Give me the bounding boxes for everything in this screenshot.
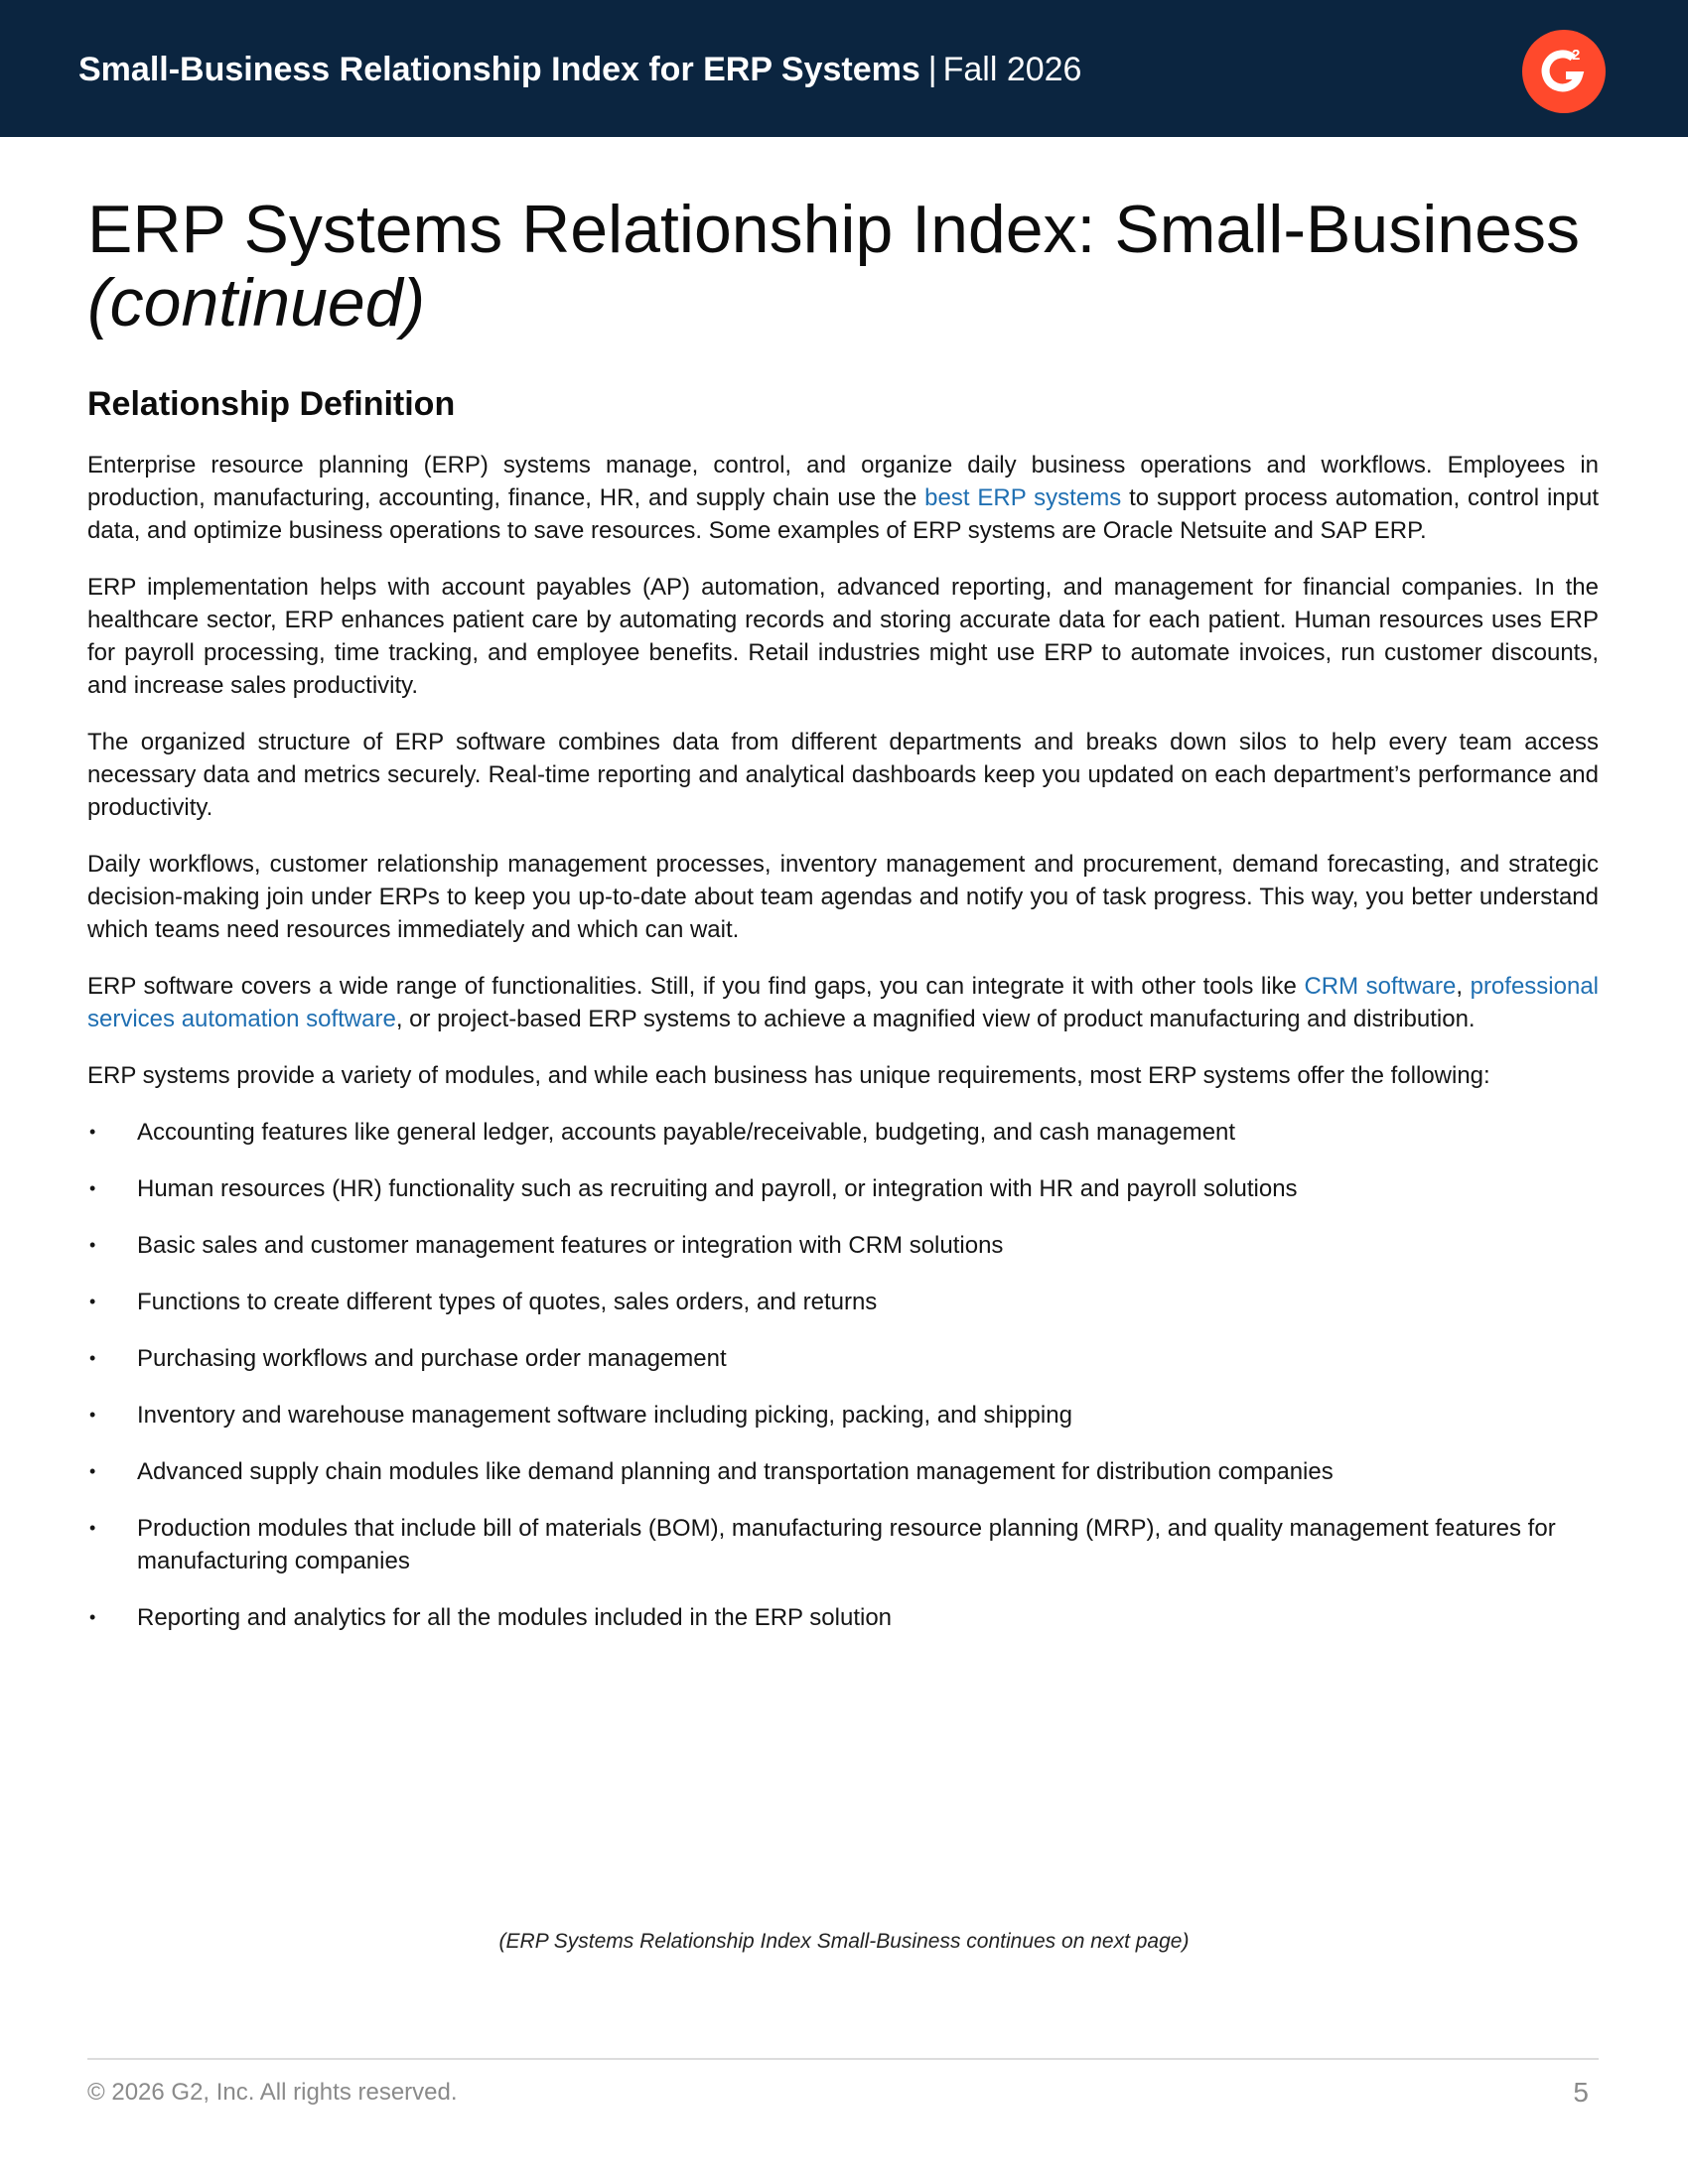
list-item bbox=[87, 1512, 1599, 1577]
page-title-continued: (continued) bbox=[87, 265, 426, 341]
bullet-icon: • bbox=[89, 1178, 96, 1198]
section-heading: Relationship Definition bbox=[87, 385, 456, 423]
continues-note: (ERP Systems Relationship Index Small-Business continues on next page) bbox=[498, 1930, 1190, 1953]
paragraph-modules-intro: ERP systems provide a variety of modules, and while each business has unique requirements, most ERP systems offer the following: bbox=[87, 1062, 1490, 1089]
footer-copyright: © 2026 G2, Inc. All rights reserved. bbox=[87, 2079, 458, 2106]
paragraph-integrations bbox=[87, 970, 1599, 1035]
list-item bbox=[87, 1399, 1599, 1432]
modules-list bbox=[87, 1116, 1599, 1634]
header-separator: | bbox=[927, 51, 937, 88]
report-header bbox=[0, 0, 1688, 137]
bullet-icon: • bbox=[89, 1292, 96, 1311]
bullet-icon: • bbox=[89, 1235, 96, 1255]
best-erp-systems-link[interactable]: best ERP systems bbox=[924, 484, 1122, 511]
bullet-icon: • bbox=[89, 1405, 96, 1425]
paragraph-text: ERP software covers a wide range of functionalities. Still, if you find gaps, you can integrate it with other tools like bbox=[87, 973, 1305, 1000]
psa-software-link[interactable]: professional services automation software bbox=[87, 973, 1600, 1032]
list-item bbox=[87, 1286, 1599, 1318]
bullet-icon: • bbox=[89, 1348, 96, 1368]
footer-divider bbox=[87, 2058, 1599, 2060]
list-item-text: Accounting features like general ledger, accounts payable/receivable, budgeting, and cash management bbox=[137, 1119, 1236, 1146]
bullet-icon: • bbox=[89, 1607, 96, 1627]
page-title bbox=[87, 193, 1617, 340]
paragraph-text: , or project-based ERP systems to achieve a magnified view of product manufacturing and distribution. bbox=[395, 1006, 1476, 1032]
bullet-icon: • bbox=[89, 1122, 96, 1142]
paragraph-text: Enterprise resource planning (ERP) systems manage, control, and organize daily business operations and workflows. Employees in production, manufacturing, accounting, finance, HR, and supply chain use the bbox=[87, 452, 1599, 511]
bullet-icon: • bbox=[89, 1461, 96, 1481]
bullet-icon: • bbox=[89, 1518, 96, 1538]
list-item-text: Basic sales and customer management features or integration with CRM solutions bbox=[137, 1232, 1004, 1259]
paragraph-implementation: ERP implementation helps with account payables (AP) automation, advanced reporting, and management for financial companies. In the healthcare sector, ERP enhances patient care by automating records and storing accurate data for each patient. Human resources uses ERP for payroll processing, time tracking, and employee benefits. Retail industries might use ERP to automate invoices, run customer discounts, and increase sales productivity. bbox=[87, 574, 1599, 699]
paragraph-intro bbox=[87, 449, 1599, 547]
paragraph-text: to support process automation, control input data, and optimize business operations to save resources. Some examples of ERP systems are Oracle Netsuite and SAP ERP. bbox=[87, 484, 1599, 544]
paragraph-text: , bbox=[1456, 973, 1471, 1000]
paragraph-workflows: Daily workflows, customer relationship management processes, inventory management and procurement, demand forecasting, and strategic decision-making join under ERPs to keep you up-to-date about team agendas and notify you of task progress. This way, you better understand which teams need resources immediately and which can wait. bbox=[87, 851, 1599, 943]
list-item bbox=[87, 1455, 1599, 1488]
list-item-text: Human resources (HR) functionality such as recruiting and payroll, or integration with HR and payroll solutions bbox=[137, 1175, 1298, 1202]
list-item-text: Inventory and warehouse management software including picking, packing, and shipping bbox=[137, 1402, 1072, 1429]
list-item bbox=[87, 1601, 1599, 1634]
crm-software-link[interactable]: CRM software bbox=[1304, 973, 1457, 1000]
list-item bbox=[87, 1229, 1599, 1262]
list-item bbox=[87, 1172, 1599, 1205]
header-season: Fall 2026 bbox=[942, 51, 1082, 88]
page-title-main: ERP Systems Relationship Index: Small-Business bbox=[87, 192, 1580, 267]
list-item-text: Purchasing workflows and purchase order management bbox=[137, 1345, 727, 1372]
list-item-text: Functions to create different types of quotes, sales orders, and returns bbox=[137, 1289, 878, 1315]
list-item-text: Reporting and analytics for all the modules included in the ERP solution bbox=[137, 1604, 893, 1631]
main-content bbox=[87, 449, 1599, 1658]
g2-logo-icon bbox=[1522, 30, 1606, 113]
page-number: 5 bbox=[1573, 2077, 1589, 2108]
header-report-title: Small-Business Relationship Index for ERP Systems bbox=[78, 51, 920, 88]
paragraph-structure: The organized structure of ERP software combines data from different departments and breaks down silos to help every team access necessary data and metrics securely. Real-time reporting and analytical dashboards keep you updated on each department’s performance and productivity. bbox=[87, 729, 1599, 821]
list-item-text: Production modules that include bill of materials (BOM), manufacturing resource planning (MRP), and quality management features for manufacturing companies bbox=[137, 1515, 1556, 1574]
list-item-text: Advanced supply chain modules like demand planning and transportation management for distribution companies bbox=[137, 1458, 1334, 1485]
list-item bbox=[87, 1116, 1599, 1149]
svg-text:2: 2 bbox=[1572, 47, 1581, 64]
header-title bbox=[78, 48, 1081, 91]
list-item bbox=[87, 1342, 1599, 1375]
